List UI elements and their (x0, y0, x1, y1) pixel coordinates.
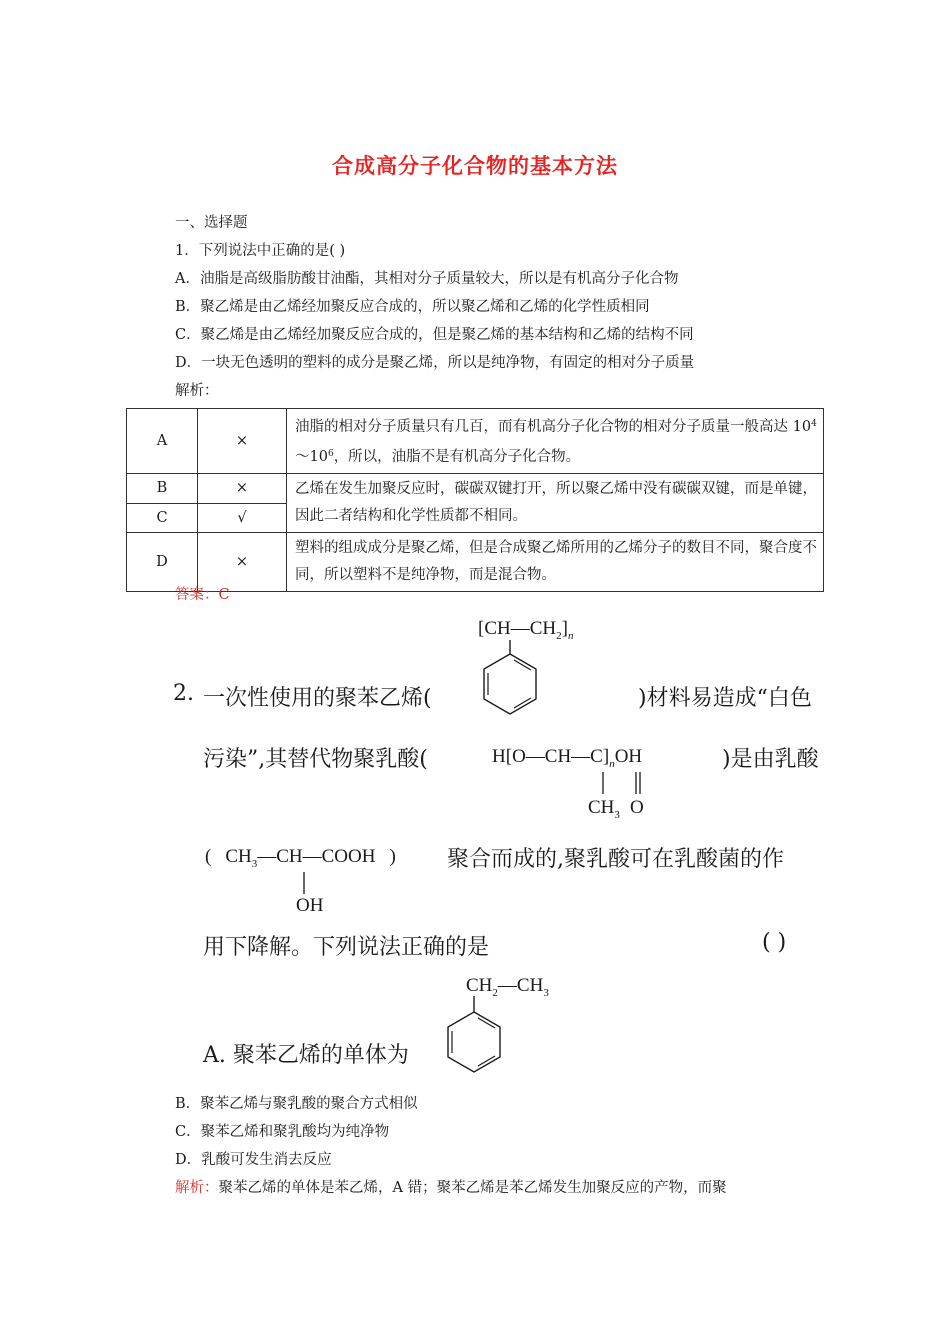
q2-line2-left: 污染”,其替代物聚乳酸( (203, 747, 428, 772)
polystyrene-formula: $[CH—CH_2]_n$ (478, 618, 574, 642)
page-title: 合成高分子化合物的基本方法 (332, 153, 618, 178)
row-a-letter: A (127, 409, 198, 474)
pla-formula: $H[O—CH—C]_nOH$ (492, 746, 643, 770)
q2-line4: 用下降解。下列说法正确的是 (203, 935, 490, 960)
q2-option-a: A. 聚苯乙烯的单体为 (203, 1043, 409, 1068)
row-a-mark: × (198, 409, 287, 474)
q2-line1-left: 一次性使用的聚苯乙烯( (203, 686, 432, 711)
q2-option-d: D．乳酸可发生消去反应 (175, 1152, 332, 1168)
row-d-text: 塑料的组成成分是聚乙烯，但是合成聚乙烯所用的乙烯分子的数目不同，聚合度不同，所以塑料不是纯净物，而是混合物。 (287, 533, 824, 592)
pla-methyl: $CH_3$ (588, 797, 620, 821)
q2-number: 2. (173, 681, 194, 706)
q1-option-a: A．油脂是高级脂肪酸甘油酯，其相对分子质量较大，所以是有机高分子化合物 (175, 271, 679, 287)
q2-analysis-text: 聚苯乙烯的单体是苯乙烯，A 错；聚苯乙烯是苯乙烯发生加聚反应的产物，而聚 (218, 1180, 727, 1196)
row-c-letter: C (127, 503, 198, 533)
section-heading: 一、选择题 (175, 215, 248, 231)
pla-bonds (570, 768, 650, 798)
row-c-mark: √ (198, 503, 287, 533)
q1-analysis-label: 解析： (175, 383, 219, 399)
pla-carbonyl-o: O (630, 797, 644, 818)
row-b-mark: × (198, 474, 287, 504)
ethylbenzene-formula: $CH_2—CH_3$ (466, 975, 549, 999)
row-a-text: 油脂的相对分子质量只有几百，而有机高分子化合物的相对分子质量一般高达 $10^4\sim 10^6$，所以，油脂不是有机高分子化合物。 (287, 409, 824, 474)
q1-answer: 答案：C (175, 587, 230, 603)
row-b-letter: B (127, 474, 198, 504)
q2-analysis (175, 1178, 727, 1198)
q2-analysis-label: 解析： (175, 1180, 219, 1196)
lactic-hydroxyl: OH (296, 895, 324, 916)
row-d-mark: × (198, 533, 287, 592)
q1-option-d: D．一块无色透明的塑料的成分是聚乙烯，所以是纯净物，有固定的相对分子质量 (175, 355, 695, 371)
row-d-letter: D (127, 533, 198, 592)
lactic-bond (290, 868, 320, 898)
q2-line2-right: )是由乳酸 (722, 747, 819, 772)
lactic-acid-formula: ( $CH_3—CH—COOH$ ) (205, 846, 396, 870)
q1-stem: 1．下列说法中正确的是( ) (175, 243, 346, 259)
benzene-ring-icon (470, 640, 550, 730)
q1-option-c: C．聚乙烯是由乙烯经加聚反应合成的，但是聚乙烯的基本结构和乙烯的结构不同 (175, 327, 694, 343)
q1-option-b: B．聚乙烯是由乙烯经加聚反应合成的，所以聚乙烯和乙烯的化学性质相同 (175, 299, 650, 315)
analysis-table (126, 408, 824, 592)
q2-line1-right: )材料易造成“白色 (638, 686, 812, 711)
q2-line3: 聚合而成的,聚乳酸可在乳酸菌的作 (447, 847, 784, 872)
q2-option-b: B．聚苯乙烯与聚乳酸的聚合方式相似 (175, 1096, 418, 1112)
q2-option-c: C．聚苯乙烯和聚乳酸均为纯净物 (175, 1124, 390, 1140)
row-bc-text: 乙烯在发生加聚反应时，碳碳双键打开，所以聚乙烯中没有碳碳双键，而是单键，因此二者结构和化学性质都不相同。 (287, 474, 824, 533)
benzene-ring-icon (434, 996, 514, 1088)
q2-answer-paren: ( ) (762, 930, 787, 955)
